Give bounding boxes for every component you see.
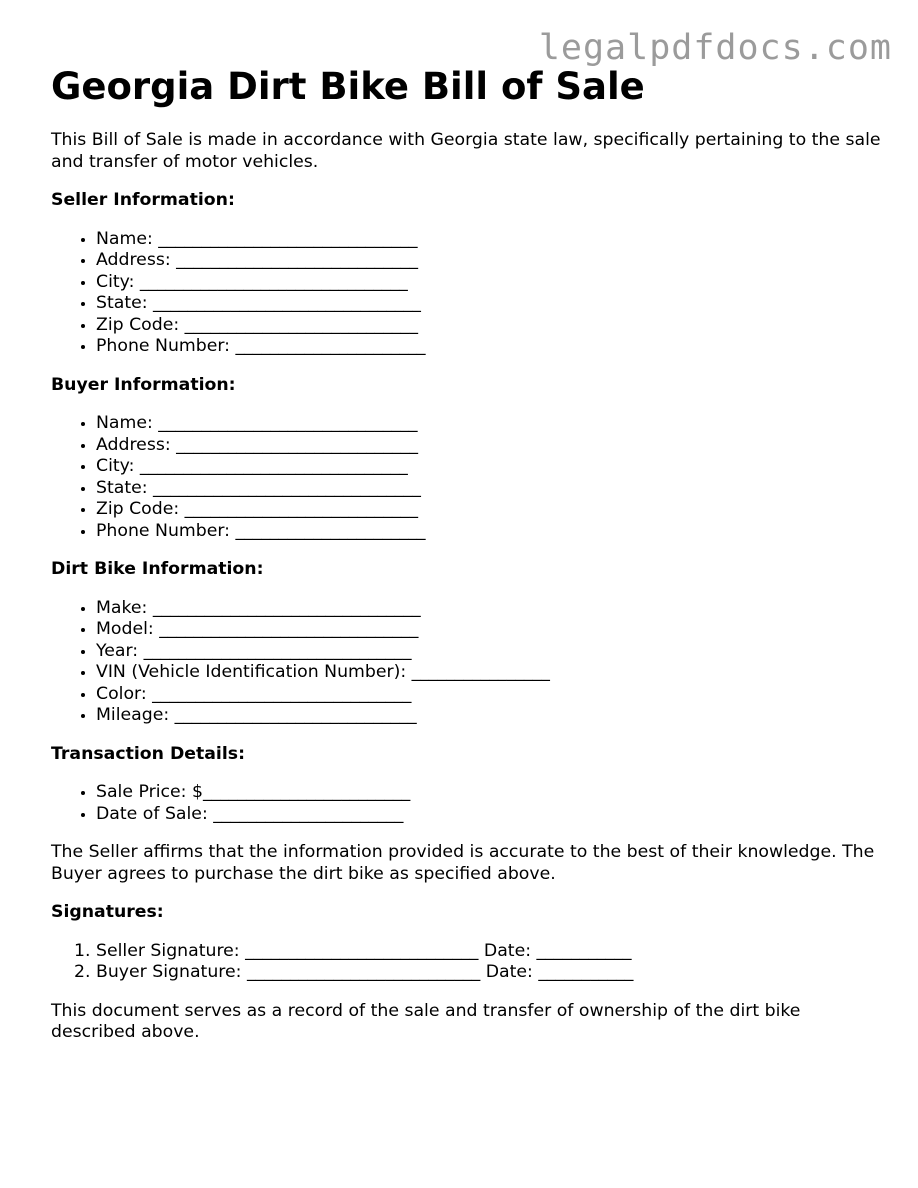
transaction-fields xyxy=(51,782,881,825)
seller-phone-field: • Phone Number: ______________________ xyxy=(96,336,881,358)
bike-mileage-field: • Mileage: ____________________________ xyxy=(96,705,881,727)
buyer-zip-field: • Zip Code: ___________________________ xyxy=(96,499,881,521)
buyer-state-field: • State: _______________________________ xyxy=(96,478,881,500)
bike-year-field: • Year: _______________________________ xyxy=(96,641,881,663)
seller-city-field: • City: _______________________________ xyxy=(96,272,881,294)
signature-fields xyxy=(51,941,881,984)
seller-section xyxy=(51,190,881,358)
buyer-signature-field: 2. Buyer Signature: ___________________________ Date: ___________ xyxy=(96,962,881,984)
bike-fields xyxy=(51,598,881,727)
seller-signature-field: 1. Seller Signature: ___________________________ Date: ___________ xyxy=(96,941,881,963)
signatures-heading: Signatures: xyxy=(51,902,164,922)
transaction-section xyxy=(51,744,881,826)
bike-vin-field: • VIN (Vehicle Identification Number): ________________ xyxy=(96,662,881,684)
buyer-phone-field: • Phone Number: ______________________ xyxy=(96,521,881,543)
closing-paragraph: This document serves as a record of the sale and transfer of ownership of the dirt bike described above. xyxy=(51,1000,801,1042)
watermark: legalpdfdocs.com xyxy=(538,28,892,68)
buyer-city-field: • City: _______________________________ xyxy=(96,456,881,478)
bike-color-field: • Color: ______________________________ xyxy=(96,684,881,706)
transaction-heading: Transaction Details: xyxy=(51,743,245,764)
document-title: Georgia Dirt Bike Bill of Sale xyxy=(51,65,645,108)
bike-heading: Dirt Bike Information: xyxy=(51,559,264,579)
bike-model-field: • Model: ______________________________ xyxy=(96,619,881,641)
signatures-section xyxy=(51,902,881,984)
buyer-heading: Buyer Information: xyxy=(51,374,236,395)
affirmation-paragraph: The Seller affirms that the information provided is accurate to the best of their knowledge. The Buyer agrees to purchase the dirt bike as specified above. xyxy=(51,842,875,884)
buyer-fields xyxy=(51,413,881,542)
bike-make-field: • Make: _______________________________ xyxy=(96,598,881,620)
intro-paragraph: This Bill of Sale is made in accordance with Georgia state law, specifically pertaining to the sale and transfer of motor vehicles. xyxy=(51,130,881,172)
seller-heading: Seller Information: xyxy=(51,190,235,210)
document-page xyxy=(51,64,881,1044)
sale-price-field: • Sale Price: $________________________ xyxy=(96,782,881,804)
buyer-name-field: • Name: ______________________________ xyxy=(96,413,881,435)
bike-section xyxy=(51,559,881,727)
seller-name-field: • Name: ______________________________ xyxy=(96,229,881,251)
sale-date-field: • Date of Sale: ______________________ xyxy=(96,804,881,826)
seller-zip-field: • Zip Code: ___________________________ xyxy=(96,315,881,337)
seller-state-field: • State: _______________________________ xyxy=(96,293,881,315)
seller-address-field: • Address: ____________________________ xyxy=(96,250,881,272)
seller-fields xyxy=(51,229,881,358)
buyer-section xyxy=(51,375,881,543)
buyer-address-field: • Address: ____________________________ xyxy=(96,435,881,457)
